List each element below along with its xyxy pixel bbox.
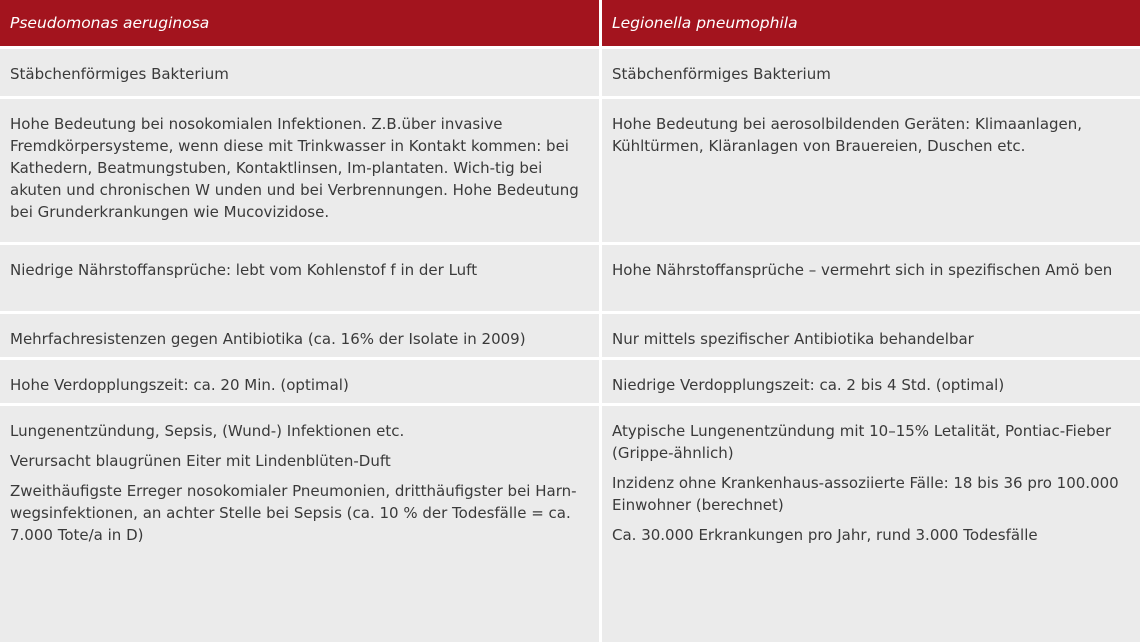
table-row xyxy=(0,403,1140,642)
cell-left xyxy=(0,406,602,642)
cell-text: Hohe Nährstoffansprüche – vermehrt sich in spezifischen Amö ben xyxy=(612,261,1113,279)
header-legionella: Legionella pneumophila xyxy=(612,14,798,32)
cell-right xyxy=(602,99,1140,242)
cell-right xyxy=(602,314,1140,357)
cell-text: Niedrige Nährstoffansprüche: lebt vom Kohlenstof f in der Luft xyxy=(10,261,478,279)
cell-text: Hohe Verdopplungszeit: ca. 20 Min. (optimal) xyxy=(10,376,349,394)
cell-left xyxy=(0,360,602,403)
table-row xyxy=(0,96,1140,242)
cell-text: Zweithäufigste Erreger nosokomialer Pneumonien, dritthäufigster bei Harn-wegsinfektionen, an achter Stelle bei Sepsis (ca. 10 % der Todesfälle = ca. 7.000 Tote/a in D) xyxy=(10,482,577,544)
table-row xyxy=(0,357,1140,403)
cell-right xyxy=(602,245,1140,311)
cell-right xyxy=(602,406,1140,642)
table-row xyxy=(0,311,1140,357)
cell-left xyxy=(0,99,602,242)
cell-text: Verursacht blaugrünen Eiter mit Lindenblüten-Duft xyxy=(10,452,391,470)
table-row xyxy=(0,242,1140,311)
cell-text: Lungenentzündung, Sepsis, (Wund-) Infektionen etc. xyxy=(10,422,405,440)
cell-text: Hohe Bedeutung bei nosokomialen Infektionen. Z.B.über invasive Fremdkörpersysteme, wenn diese mit Trinkwasser in Kontakt kommen: bei Kathedern, Beatmungstuben, Kontaktlinsen, Im-plantaten. Wich-tig bei akuten und chronischen W unden und bei Verbrennungen. Hohe Bedeutung bei Grunderkrankungen wie Mucovizidose. xyxy=(10,115,579,221)
cell-text: Atypische Lungenentzündung mit 10–15% Letalität, Pontiac-Fieber (Grippe-ähnlich) xyxy=(612,422,1111,462)
cell-text: Ca. 30.000 Erkrankungen pro Jahr, rund 3.000 Todesfälle xyxy=(612,526,1038,544)
cell-left xyxy=(0,245,602,311)
cell-right xyxy=(602,49,1140,96)
table-row xyxy=(0,46,1140,96)
cell-right xyxy=(602,360,1140,403)
cell-text: Stäbchenförmiges Bakterium xyxy=(10,65,229,83)
cell-left xyxy=(0,314,602,357)
cell-text: Mehrfachresistenzen gegen Antibiotika (ca. 16% der Isolate in 2009) xyxy=(10,330,526,348)
header-pseudomonas: Pseudomonas aeruginosa xyxy=(0,0,602,46)
cell-left xyxy=(0,49,602,96)
cell-text: Stäbchenförmiges Bakterium xyxy=(612,65,831,83)
cell-text: Niedrige Verdopplungszeit: ca. 2 bis 4 Std. (optimal) xyxy=(612,376,1005,394)
table-header xyxy=(0,0,1140,46)
cell-text: Inzidenz ohne Krankenhaus-assoziierte Fälle: 18 bis 36 pro 100.000 Einwohner (berechnet) xyxy=(612,474,1119,514)
cell-text: Hohe Bedeutung bei aerosolbildenden Geräten: Klimaanlagen, Kühltürmen, Kläranlagen von Brauereien, Duschen etc. xyxy=(612,115,1083,155)
cell-text: Nur mittels spezifischer Antibiotika behandelbar xyxy=(612,330,974,348)
